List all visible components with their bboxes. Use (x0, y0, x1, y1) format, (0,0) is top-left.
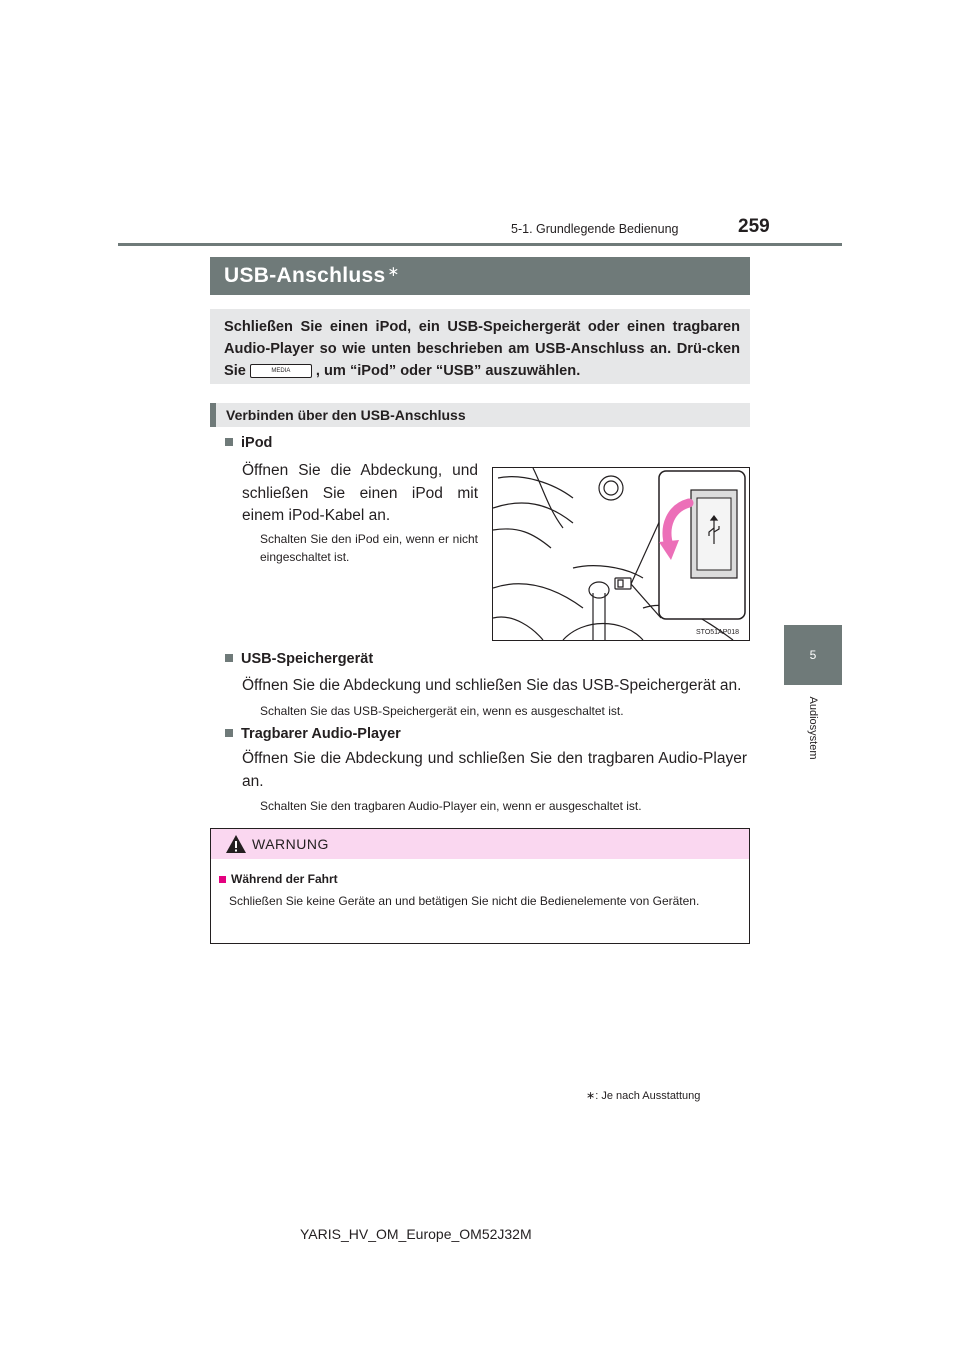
intro-box (210, 309, 750, 384)
chapter-header: 5-1. Grundlegende Bedienung (511, 222, 679, 236)
media-button-icon: MEDIA (250, 364, 312, 378)
warning-text: Schließen Sie keine Geräte an und betätigen Sie nicht die Bedienelemente von Geräten. (229, 894, 700, 908)
chapter-side-label-text: Audiosystem (807, 696, 819, 760)
usb-port-illustration-icon (493, 468, 749, 640)
item-text-player: Öffnen Sie die Abdeckung und schließen Sie den tragbaren Audio-Player an. (242, 750, 747, 790)
figure-code: STO51AP018 (696, 629, 740, 636)
subsection-heading: Verbinden über den USB-Anschluss (210, 403, 750, 427)
section-title-text: USB-Anschluss (224, 264, 386, 287)
chapter-tab-number: 5 (809, 648, 817, 662)
chapter-side-label (784, 687, 842, 769)
item-text-usb: Öffnen Sie die Abdeckung und schließen Sie das USB-Speichergerät an. (242, 677, 742, 694)
item-note-usb: Schalten Sie das USB-Speichergerät ein, wenn es ausgeschaltet ist. (260, 704, 624, 718)
item-heading-player: Tragbarer Audio-Player (225, 726, 401, 742)
footnote (586, 1089, 700, 1102)
header-rule (118, 243, 842, 246)
usb-port-figure (492, 467, 750, 641)
warning-triangle-icon (225, 834, 247, 854)
section-title-mark: ∗ (387, 262, 400, 279)
page-number: 259 (738, 216, 770, 237)
item-note-ipod: Schalten Sie den iPod ein, wenn er nicht eingeschaltet ist. (260, 532, 478, 564)
footnote-text: : Je nach Ausstattung (595, 1090, 701, 1102)
warning-subtitle: Während der Fahrt (219, 872, 338, 886)
item-text-ipod: Öffnen Sie die Abdeckung, und schließen Sie einen iPod mit einem iPod-Kabel an. (242, 462, 478, 524)
section-title (210, 257, 750, 295)
warning-title: WARNUNG (252, 836, 329, 852)
intro-text-1: Schließen Sie einen iPod, ein USB-Speichergerät oder einen tragbaren Audio-Player so wie unten beschrieben am USB-Anschluss an. Drü-cken Sie (224, 319, 740, 379)
item-heading-usb: USB-Speichergerät (225, 651, 373, 667)
item-note-player: Schalten Sie den tragbaren Audio-Player ein, wenn er ausgeschaltet ist. (260, 799, 642, 813)
chapter-tab (784, 625, 842, 685)
item-heading-ipod: iPod (225, 435, 272, 451)
footer-code: YARIS_HV_OM_Europe_OM52J32M (300, 1226, 532, 1242)
footnote-mark: ∗ (586, 1090, 596, 1102)
intro-text-2: , um “iPod” oder “USB” auszuwählen. (315, 363, 581, 379)
